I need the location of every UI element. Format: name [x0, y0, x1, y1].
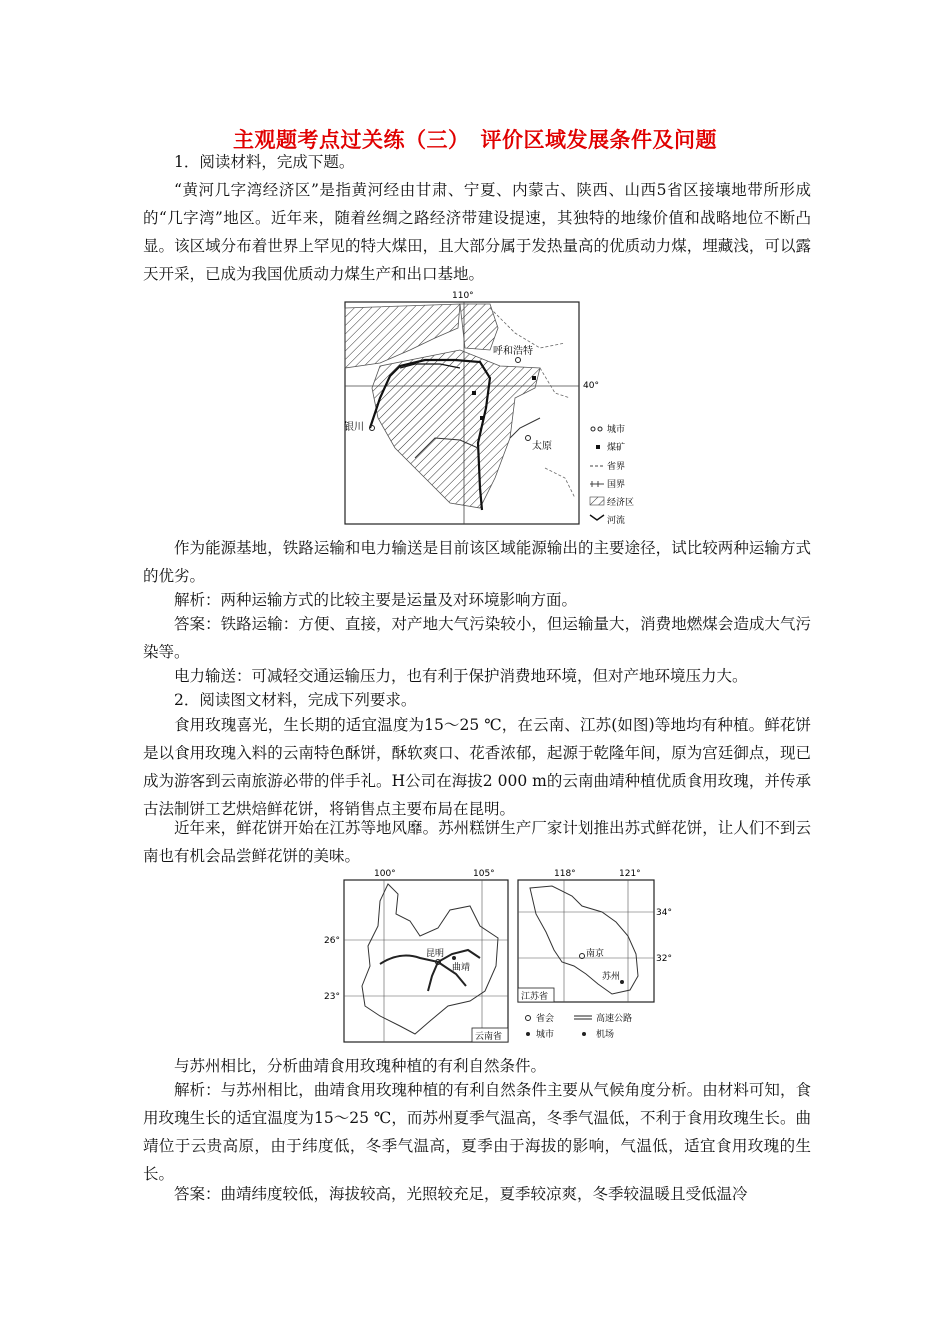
jiangsu-map: [512, 866, 684, 1046]
q1-prompt: 1．阅读材料，完成下题。: [174, 153, 355, 171]
coal-mine-marker: [532, 376, 536, 380]
page-title: 主观题考点过关练（三） 评价区域发展条件及问题: [233, 128, 717, 152]
lon-105-label: 105°: [473, 869, 495, 879]
lat-26-label: 26°: [324, 936, 340, 946]
lon-110-label: 110°: [452, 291, 474, 301]
province-yunnan-label: 云南省: [475, 1032, 503, 1042]
legend-provincial-capital: 省会: [536, 1014, 555, 1024]
map-legend: [590, 423, 634, 526]
map-legend: [526, 1012, 633, 1040]
q2-material-1: 食用玫瑰喜光，生长期的适宜温度为15～25 ℃，在云南、江苏(如图)等地均有种植。鲜花饼是以食用玫瑰入料的云南特色酥饼，酥软爽口、花香浓郁，起源于乾隆年间，原为宫廷御点，现已成为游客到云南旅游必带的伴手礼。H公司在海拔2 000 m的云南曲靖种植优质食用玫瑰，并传承古法制饼工艺烘焙鲜花饼，将销售点主要布局在昆明。: [143, 716, 811, 818]
lon-100-label: 100°: [374, 869, 396, 879]
legend-coal: 煤矿: [607, 443, 626, 453]
q1-question: 作为能源基地，铁路运输和电力输送是目前该区域能源输出的主要途径，试比较两种运输方式的优劣。: [143, 539, 811, 585]
legend-river: 河流: [607, 516, 626, 526]
qujing-marker: [452, 956, 456, 960]
q1-material: “黄河几字湾经济区”是指黄河经由甘肃、宁夏、内蒙古、陕西、山西5省区接壤地带所形成的“几字湾”地区。近年来，随着丝绸之路经济带建设提速，其独特的地缘价值和战略地位不断凸显。该区域分布着世界上罕见的特大煤田，且大部分属于发热量高的优质动力煤，埋藏浅，可以露天开采，已成为我国优质动力煤生产和出口基地。: [143, 181, 811, 283]
legend-national-border: 国界: [607, 480, 626, 490]
lat-34-label: 34°: [656, 908, 672, 918]
lat-23-label: 23°: [324, 992, 340, 1002]
q1-answer-rail: 答案：铁路运输：方便、直接，对产地大气污染较小，但运输量大，消费地燃煤会造成大气污染等。: [143, 615, 811, 661]
lon-118-label: 118°: [554, 869, 576, 879]
legend-city: 城市: [607, 425, 626, 435]
coal-mine-marker: [480, 416, 484, 420]
q1-answer-power: 电力输送：可减轻交通运输压力，也有利于保护消费地环境，但对产地环境压力大。: [174, 667, 748, 685]
coal-mine-marker: [472, 391, 476, 395]
q2-question: 与苏州相比，分析曲靖食用玫瑰种植的有利自然条件。: [174, 1057, 547, 1075]
legend-expressway: 高速公路: [596, 1014, 633, 1024]
yunnan-map: [320, 866, 515, 1046]
q2-material-2: 近年来，鲜花饼开始在江苏等地风靡。苏州糕饼生产厂家计划推出苏式鲜花饼，让人们不到云南也有机会品尝鲜花饼的美味。: [143, 819, 811, 865]
city-nanjing-label: 南京: [586, 949, 605, 959]
yellow-river-bend-map: [340, 288, 650, 528]
lat-40-label: 40°: [583, 381, 599, 391]
legend-airport: 机场: [596, 1030, 615, 1040]
q2-prompt: 2．阅读图文材料，完成下列要求。: [174, 691, 417, 709]
city-yinchuan-label: 银川: [344, 422, 364, 433]
suzhou-marker: [620, 980, 624, 984]
province-jiangsu-label: 江苏省: [521, 992, 549, 1002]
lon-121-label: 121°: [619, 869, 641, 879]
q2-answer: 答案：曲靖纬度较低，海拔较高，光照较充足，夏季较凉爽，冬季较温暖且受低温冷: [174, 1185, 748, 1203]
city-taiyuan-label: 太原: [532, 441, 552, 452]
city-kunming-label: 昆明: [426, 949, 445, 959]
legend-economic-zone: 经济区: [607, 498, 635, 508]
city-suzhou-label: 苏州: [602, 972, 621, 982]
city-qujing-label: 曲靖: [452, 963, 471, 973]
q2-analysis: 解析：与苏州相比，曲靖食用玫瑰种植的有利自然条件主要从气候角度分析。由材料可知，食用玫瑰生长的适宜温度为15～25 ℃，而苏州夏季气温高，冬季气温低，不利于食用玫瑰生长。曲靖位于云贵高原，由于纬度低，冬季气温高，夏季由于海拔的影响，气温低，适宜食用玫瑰的生长。: [143, 1081, 811, 1183]
legend-city: 城市: [536, 1030, 555, 1040]
lat-32-label: 32°: [656, 954, 672, 964]
legend-province-border: 省界: [607, 462, 626, 472]
city-hohhot-label: 呼和浩特: [493, 346, 533, 357]
q1-analysis: 解析：两种运输方式的比较主要是运量及对环境影响方面。: [174, 591, 578, 609]
